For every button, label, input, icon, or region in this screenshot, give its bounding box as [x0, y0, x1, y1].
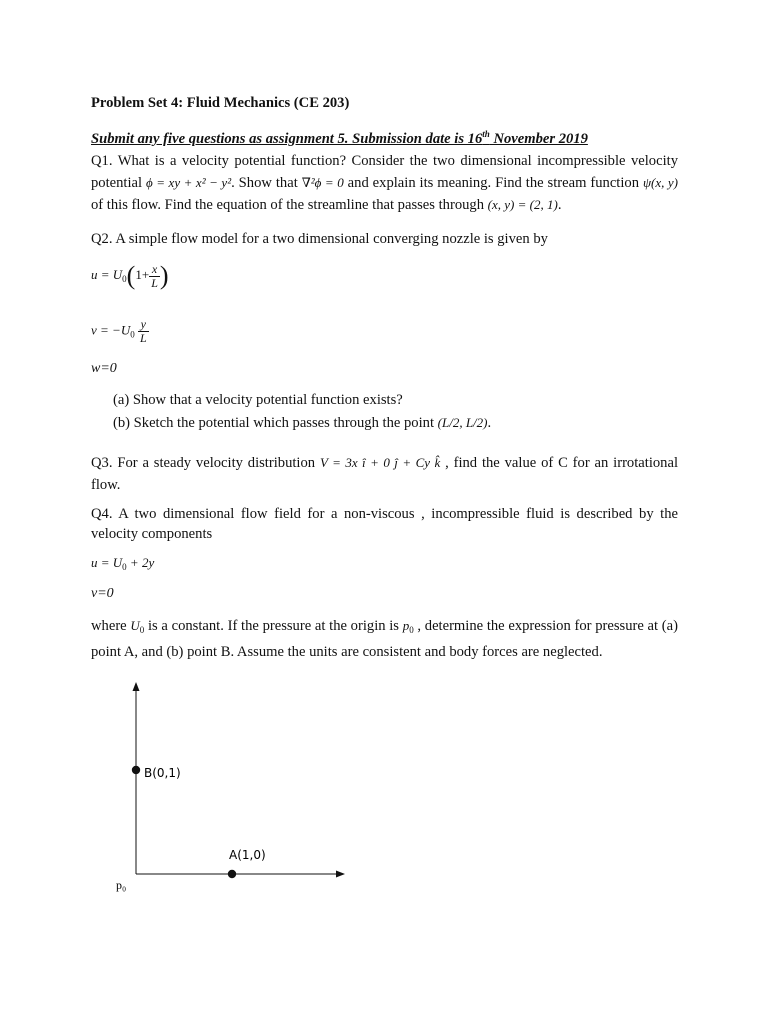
- q2-u-sub: 0: [122, 273, 127, 284]
- q4-where-3: , determine the expression for pressure at (a) point A, and (b) point B. Assume the units are consistent and body forces are neglected.: [91, 618, 678, 660]
- question-2: Q2. A simple flow model for a two dimensional converging nozzle is given by: [91, 231, 548, 247]
- x-axis-arrow-icon: [336, 871, 345, 878]
- q1-laplace-eq: ∇²ϕ = 0: [301, 175, 344, 190]
- q1-text-3: and explain its meaning. Find the stream function: [343, 175, 643, 191]
- problem-set-title: Problem Set 4: Fluid Mechanics (CE 203): [91, 95, 350, 111]
- q1-text-5: .: [557, 197, 562, 213]
- q1-text-1: Q1. What is a velocity potential function? Consider the two dimensional incompressible velocity potential: [91, 153, 678, 191]
- q4-u-sub: 0: [122, 562, 127, 572]
- q2-u-one: 1+: [135, 266, 150, 282]
- q4-u-rest: + 2y: [126, 555, 155, 570]
- q3-text-1: Q3. For a steady velocity distribution: [91, 455, 320, 471]
- q4-where-1: where: [91, 618, 131, 634]
- q4-p0-sub: 0: [409, 625, 414, 635]
- q2-w-equation: w=0: [91, 361, 117, 376]
- q4-p0: p: [402, 618, 410, 633]
- q2-part-b-point: (L/2, L/2): [437, 415, 488, 430]
- q4-u-lhs: u = U: [91, 555, 123, 570]
- q2-u-den: L: [151, 275, 158, 290]
- y-axis-arrow-icon: [133, 682, 140, 691]
- q2-v-num: y: [138, 318, 149, 332]
- q4-u0-sub: 0: [139, 625, 145, 635]
- question-4: Q4. A two dimensional flow field for a non-viscous , incompressible fluid is described by the velocity components: [91, 506, 678, 542]
- q2-v-lhs: v = −U: [91, 322, 131, 338]
- q3-text-2: , find the value of C for an irrotational flow.: [91, 455, 678, 493]
- q2-u-lhs: u = U: [91, 266, 123, 282]
- q4-u0: U: [130, 618, 140, 633]
- submission-note-text: Submit any five questions as assignment 5. Submission date is 16: [91, 130, 483, 147]
- q2-part-a: (a) Show that a velocity potential function exists?: [113, 392, 403, 408]
- point-b-marker: [132, 766, 140, 774]
- q3-velocity-vector: V = 3x î + 0 ĵ + Cy k̂: [319, 455, 441, 470]
- origin-label: p₀: [116, 878, 127, 892]
- point-b-label: B(0,1): [144, 766, 181, 780]
- q1-stream-function: ψ(x, y): [642, 175, 678, 190]
- q4-v-equation: v=0: [91, 586, 114, 601]
- point-a-marker: [228, 870, 236, 878]
- q2-part-b-end: .: [487, 415, 492, 431]
- q2-v-sub: 0: [130, 329, 135, 340]
- q1-potential-eq: ϕ = xy + x² − y²: [146, 175, 232, 190]
- q1-text-4: of this flow. Find the equation of the streamline that passes through: [91, 197, 488, 213]
- q2-u-equation: $u = U_0(1+$ $\frac{x}{L}$ ): [91, 261, 169, 290]
- q4-where-2: is a constant. If the pressure at the origin is: [144, 618, 403, 634]
- q2-v-den: L: [139, 331, 147, 345]
- q2-part-b-text: (b) Sketch the potential which passes through the point: [113, 415, 438, 431]
- point-a-label: A(1,0): [229, 848, 266, 862]
- q2-u-num: x: [149, 263, 160, 277]
- submission-note-sup: th: [482, 129, 490, 139]
- q1-text-2: . Show that: [231, 175, 302, 191]
- submission-note-end: November 2019: [489, 130, 588, 147]
- q1-point: (x, y) = (2, 1): [487, 197, 558, 212]
